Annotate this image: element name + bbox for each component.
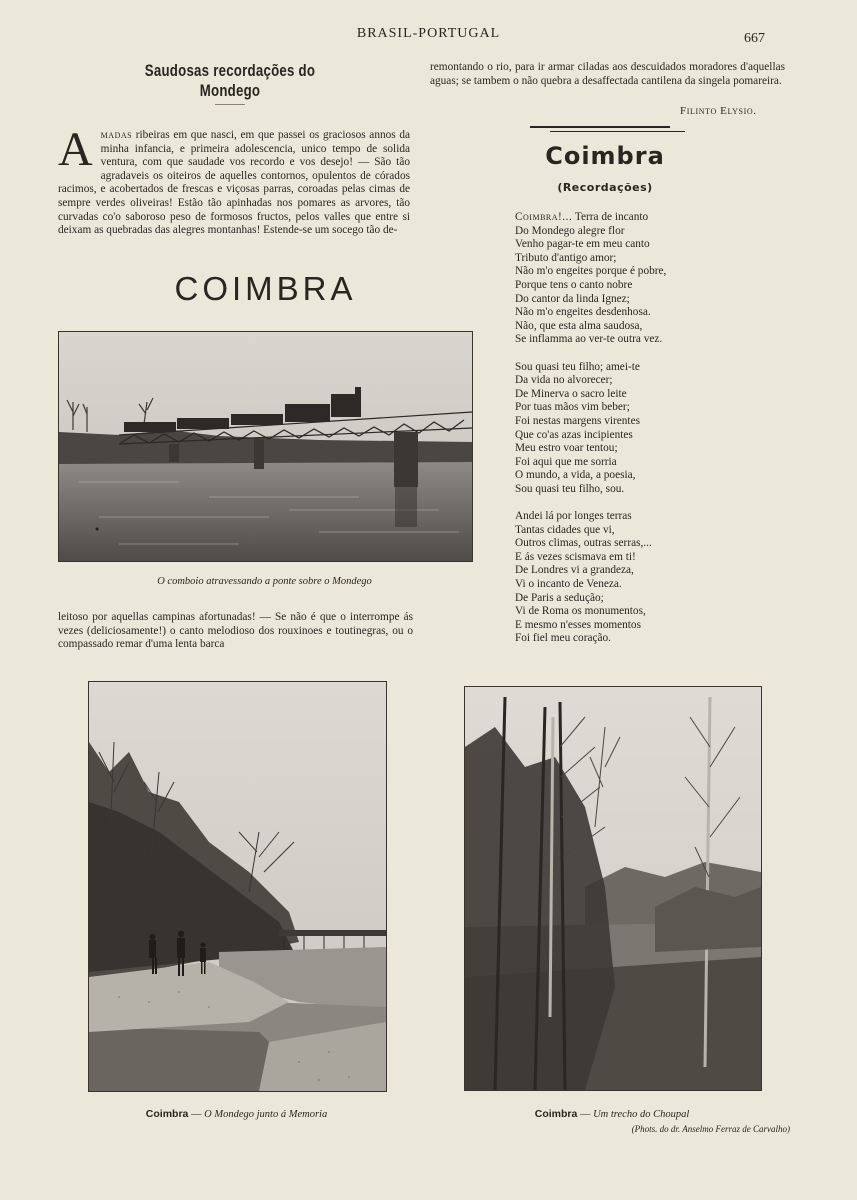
running-head: BRASIL-PORTUGAL — [356, 26, 501, 41]
photo-train-caption: O comboio atravessando a ponte sobre o Mondego — [157, 576, 372, 587]
poem-line: Não m'o engeites porque é pobre, — [515, 265, 667, 278]
poem-line: Se inflamma ao ver-te outra vez. — [515, 333, 663, 346]
poem-body — [515, 211, 666, 660]
page-number: 667 — [744, 31, 765, 46]
poem-line: Venho pagar-te em meu canto — [515, 238, 650, 251]
poem-stanza-3 — [515, 510, 666, 646]
poem-line: Tributo d'antigo amor; — [515, 251, 617, 264]
poem-line: Meu estro voar tentou; — [515, 442, 618, 455]
poem-stanza-2 — [515, 361, 666, 497]
photo-credit: (Phots. do dr. Anselmo Ferraz de Carvalho) — [631, 1124, 790, 1134]
poem-line: O mundo, a vida, a poesia, — [515, 469, 636, 482]
photo-train-bridge — [58, 331, 473, 562]
caption-choupal: Coimbra — Um trecho do Choupal — [534, 1108, 690, 1120]
poem-first-word: Coimbra!... — [515, 211, 573, 223]
poem-line: Outros climas, outras serras,... — [515, 537, 652, 550]
article-continuation: remontando o rio, para ir armar ciladas aos descuidados moradores d'aquellas aguas; se tambem o não quebra a desaffectada cantilena da singela pomareira. — [430, 61, 785, 87]
poem-line: Coimbra!... Terra de incanto — [515, 211, 649, 223]
paragraph-1-text: ribeiras em que nasci, em que passei os graciosos annos da minha infancia, e primeira adolescencia, unico tempo de solida ventura, com que saudade vos recordo e vos desejo! — São tão agradaveis os oiteiros de aquelles contornos, opulentos de córados racimos, e acobertados de frescas e viçosas parras, coroadas pelas cimas de sempre verdes oliveiras! Estão tão apinhadas nos pomares as arvores, tão curvadas co'o saboroso peso de formosos fructos, pelos valles que entre si deixam as quebradas das alegres montanhas! Estende-se um socego tão de- — [58, 129, 411, 237]
poem-rule-bottom — [550, 131, 685, 132]
poem-line: Não, que esta alma saudosa, — [515, 319, 643, 332]
poem-line: Sou quasi teu filho; amei-te — [515, 360, 640, 373]
poem-line: Do cantor da linda Ignez; — [515, 292, 630, 305]
section-heading-coimbra: COIMBRA — [174, 270, 357, 307]
poem-line: De Minerva o sacro leite — [515, 387, 627, 400]
poem-title: Coimbra — [545, 142, 665, 170]
poem-line: E ás vezes scismava em ti! — [515, 550, 636, 563]
poem-line: De Paris a sedução; — [515, 591, 604, 604]
poem-line: Vi de Roma os monumentos, — [515, 605, 646, 618]
poem-line: Por tuas mãos vim beber; — [515, 401, 630, 414]
photo-choupal — [464, 686, 762, 1091]
article-paragraph-1 — [58, 123, 411, 238]
choupal-image — [465, 687, 761, 1090]
drop-cap: A — [58, 123, 93, 176]
poem-line: De Londres vi a grandeza, — [515, 564, 634, 577]
lead-caps: madas — [100, 129, 133, 141]
poem-line: E mesmo n'esses momentos — [515, 618, 641, 631]
photo-mondego-memoria — [88, 681, 387, 1092]
poem-line: Do Mondego alegre flor — [515, 224, 625, 237]
caption-place: Coimbra — [534, 1108, 578, 1120]
title-divider — [215, 104, 245, 105]
poem-line: Que co'as azas incipientes — [515, 428, 633, 441]
caption-mondego-memoria: Coimbra — O Mondego junto á Memoria — [145, 1108, 328, 1120]
caption-text: Um trecho do Choupal — [593, 1109, 690, 1120]
poem-subtitle: (Recordações) — [557, 181, 653, 194]
poem-line: Não m'o engeites desdenhosa. — [515, 306, 651, 319]
poem-line: Foi nestas margens virentes — [515, 414, 640, 427]
author-signature: Filinto Elysio. — [680, 105, 757, 117]
poem-line: Da vida no alvorecer; — [515, 374, 613, 387]
poem-line: Foi aqui que me sorria — [515, 455, 617, 468]
caption-place: Coimbra — [145, 1108, 189, 1120]
poem-line: Andei lá por longes terras — [515, 510, 632, 523]
poem-line: Vi o incanto de Veneza. — [515, 578, 622, 591]
poem-line: Foi fiel meu coração. — [515, 632, 611, 645]
mondego-memoria-image — [89, 682, 386, 1091]
poem-line: Porque tens o canto nobre — [515, 278, 633, 291]
poem-stanza-1 — [515, 211, 666, 347]
article-paragraph-2: leitoso por aquellas campinas afortunadas! — Se não é que o interrompe ás vezes (deliciosamente!) o canto melodioso dos rouxinoes e toutinegras, ou o compassado remar d'uma lenta barca — [58, 611, 413, 651]
poem-rule-top — [530, 126, 670, 128]
train-bridge-image — [59, 332, 472, 561]
poem-line: Tantas cidades que vi, — [515, 523, 615, 536]
article-title: Saudosas recordações do Mondego — [144, 61, 316, 100]
poem-line: Sou quasi teu filho, sou. — [515, 482, 625, 495]
caption-text: O Mondego junto á Memoria — [204, 1109, 328, 1120]
